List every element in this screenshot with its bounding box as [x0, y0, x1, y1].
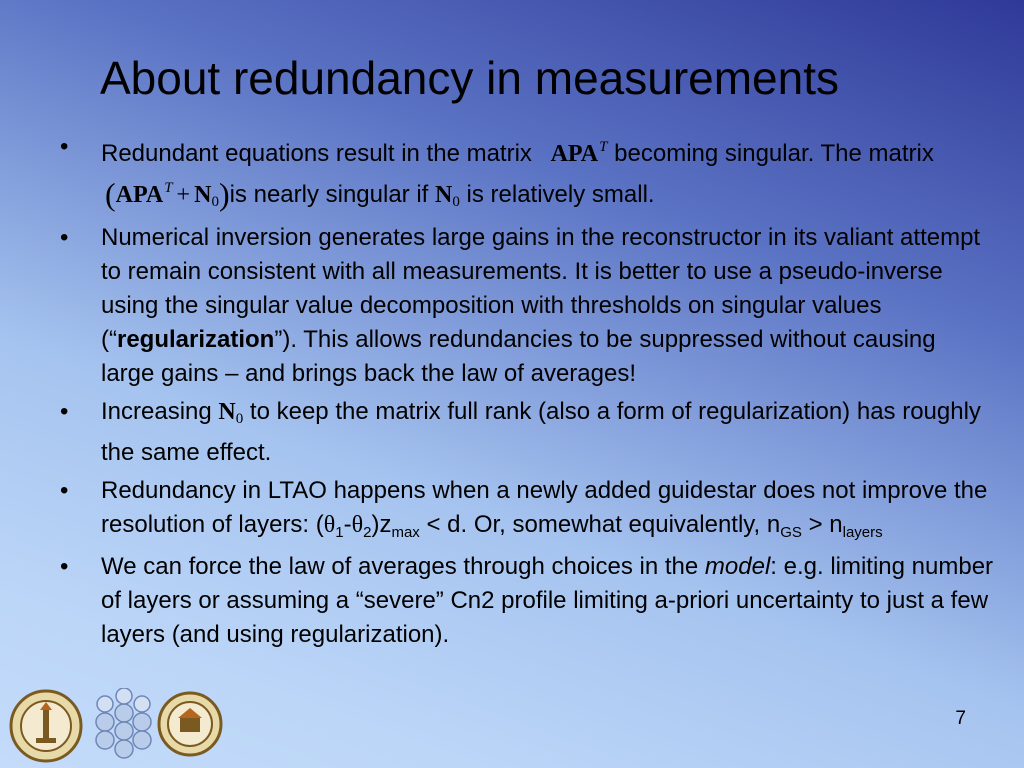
- bullet-item-numerical-inversion: [60, 221, 995, 391]
- theta-symbol: θ: [351, 512, 364, 538]
- bullet-text: > n: [801, 511, 843, 538]
- subscript: max: [391, 524, 420, 541]
- bullet-text: < d. Or, somewhat equivalently, n: [419, 511, 781, 538]
- model-term: model: [704, 553, 771, 580]
- bullet-item-ltao-redundancy: [60, 474, 995, 550]
- n0-symbol: N0: [435, 182, 460, 210]
- bullet-dot: •: [60, 477, 69, 504]
- bullet-item-increasing-n0: [60, 395, 995, 470]
- n0-symbol: N0: [218, 399, 244, 427]
- apa-transpose-formula: $APA^T$: [550, 139, 608, 167]
- bullet-text: We can force the law of averages through choices in the: [101, 553, 705, 580]
- bullet-item-law-of-averages: [60, 550, 995, 652]
- bullet-dot: •: [60, 398, 69, 425]
- slide-title: About redundancy in measurements: [100, 52, 839, 104]
- bullet-text: to keep the matrix full rank (also a form of regularization) has roughly the same effect.: [101, 398, 981, 466]
- bullet-text: is relatively small.: [459, 181, 655, 208]
- bullet-text: : e.g. limiting number of layers or assuming a “severe” Cn2 profile limiting a-priori uncertainty to just a few layers (and using regularization).: [101, 553, 994, 648]
- regularized-matrix-formula: $(APA^T + N0)$: [105, 176, 230, 212]
- bullet-item-redundant-equations: [60, 130, 995, 219]
- theta-symbol: θ: [323, 512, 336, 538]
- subscript: layers: [842, 524, 883, 541]
- bullet-dot: •: [60, 553, 69, 580]
- bullet-text: Numerical inversion generates large gains in the reconstructor in its valiant attempt to remain consistent with all measurements. It is better to use a pseudo-inverse using the singular value decomposition with thresholds on singular values (“: [101, 224, 981, 353]
- page-number: 7: [955, 708, 966, 729]
- bullet-text: -: [343, 511, 352, 538]
- bullet-text: ”). This allows redundancies to be suppressed without causing large gains – and brings back the law of averages!: [101, 326, 936, 387]
- segmented-mirror-icon: [96, 688, 151, 758]
- uc-seal-icon: [159, 693, 221, 755]
- bullet-text: is nearly singular if: [229, 181, 436, 208]
- institution-logos: [0, 688, 230, 768]
- regularization-term: regularization: [116, 326, 275, 353]
- bullet-dot: •: [60, 133, 69, 160]
- bullet-text: Redundancy in LTAO happens when a newly added guidestar does not improve the resolution of layers: (: [101, 477, 988, 538]
- bullet-list: [60, 130, 995, 653]
- subscript: GS: [780, 524, 802, 541]
- bullet-text: Redundant equations result in the matrix: [101, 140, 539, 167]
- bullet-text: Increasing: [101, 398, 219, 425]
- caltech-seal-icon: [11, 691, 81, 761]
- subscript: 2: [363, 524, 372, 541]
- bullet-text: becoming singular. The matrix: [614, 140, 934, 167]
- bullet-dot: •: [60, 224, 69, 251]
- bullet-text: )z: [371, 511, 392, 538]
- subscript: 1: [335, 524, 344, 541]
